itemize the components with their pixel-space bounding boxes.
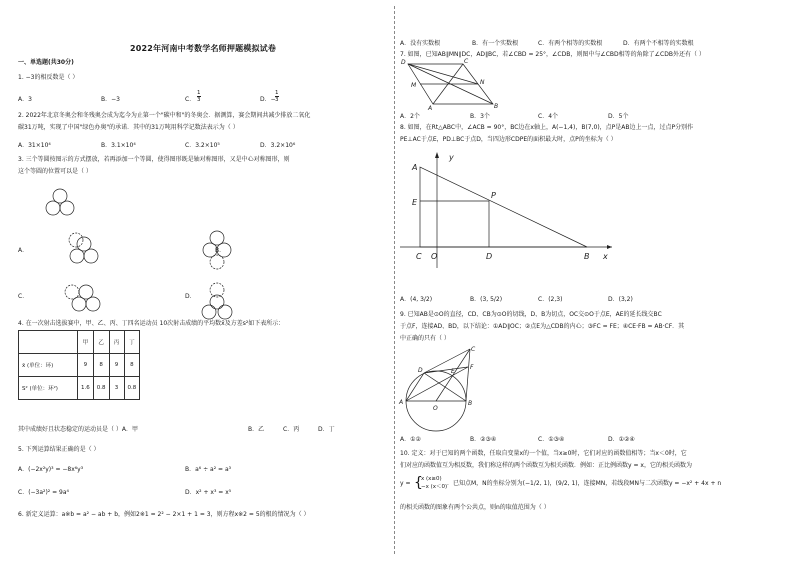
q2-option-a: A．31×10⁴ bbox=[18, 142, 51, 149]
q9-label-a: A bbox=[399, 399, 404, 406]
q1-stem: 1. −3的相反数是（ ） bbox=[18, 74, 79, 81]
q2-option-c: C．3.2×10⁵ bbox=[185, 142, 220, 149]
q1-option-a: A．3 bbox=[18, 96, 32, 103]
q10-line1: 10. 定义：对于已知的两个函数，任取自变量x的一个值，当x≥0时，它们对应的函数值相等；当x＜0时，它 bbox=[400, 450, 687, 457]
q7-label-n: N bbox=[480, 79, 485, 86]
q9-option-b: B．②③④ bbox=[470, 436, 497, 443]
q9-line1: 9. 已知AB是⊙O的直径，CD、CB为⊙O的切线，D、B为切点，OC交⊙O于点E，AE的延长线交BC bbox=[400, 311, 662, 318]
q10-line4: 的相关函数的图象有两个公共点，则n的取值范围为（ ） bbox=[400, 504, 550, 511]
q9-line3: 中正确的只有（ ） bbox=[400, 335, 450, 342]
q7-option-a: A．2个 bbox=[400, 113, 420, 120]
q7-label-b: B bbox=[494, 103, 499, 110]
q9-option-d: D．①②④ bbox=[608, 436, 635, 443]
q1-option-c-fraction: 1 3 bbox=[197, 90, 201, 103]
q4-cell: 0.8 bbox=[93, 377, 109, 400]
column-divider bbox=[394, 6, 395, 554]
q1-option-b: B．−3 bbox=[101, 96, 120, 103]
q10-line2: 们对应的函数值互为相反数，我们称这样的两个函数互为相关函数．例如：正比例函数y = x，它的相关函数为 bbox=[400, 462, 692, 469]
q7-parallelogram-figure bbox=[398, 58, 503, 110]
q9-label-e: E bbox=[451, 368, 455, 375]
q9-line2: 于点F，连接AD、BD，以下结论：①AD∥OC；②点E为△CDB的内心；③FC = FE；④CE·FB = AB·CF．其 bbox=[400, 323, 685, 330]
q4-header: 丙 bbox=[109, 331, 124, 354]
q1-option-d-fraction: 1 3 bbox=[275, 90, 279, 103]
q5-option-b: B．a⁶ ÷ a² = a³ bbox=[185, 466, 232, 473]
q7-option-c: C．4个 bbox=[538, 113, 559, 120]
q5-option-c: C．(−3a²)² = 9a⁴ bbox=[18, 489, 69, 496]
q9-label-d: D bbox=[418, 367, 423, 374]
q10-brace: { bbox=[414, 475, 423, 491]
q8-label-a: A bbox=[412, 163, 418, 172]
q4-table bbox=[18, 330, 140, 400]
q5-stem: 5. 下列运算结果正确的是（ ） bbox=[18, 446, 100, 453]
q4-option-d: D．丁 bbox=[318, 426, 335, 433]
q6-option-c: C．有两个相等的实数根 bbox=[538, 40, 603, 47]
q2-option-b: B．3.1×10⁴ bbox=[101, 142, 136, 149]
q7-label-d: D bbox=[401, 59, 406, 66]
q7-option-d: D．5个 bbox=[608, 113, 629, 120]
q4-cell: 9 bbox=[78, 354, 94, 377]
q9-label-o: O bbox=[433, 405, 438, 412]
q9-option-c: C．①③④ bbox=[538, 436, 565, 443]
q8-label-d: D bbox=[486, 252, 493, 261]
q4-header: 乙 bbox=[93, 331, 109, 354]
q8-label-p: P bbox=[491, 191, 496, 200]
q7-option-b: B．3个 bbox=[470, 113, 490, 120]
q7-stem: 7. 如图，已知AB∥MN∥DC，AD∥BC，若∠CBD = 25°，∠CDB，则图中与∠CBD相等的角除了∠CDB外还有（ ） bbox=[400, 51, 705, 58]
q3-option-d: D． bbox=[185, 293, 196, 300]
q5-option-a: A．(−2x²y)³ = −8x⁶y³ bbox=[18, 466, 84, 473]
q3-option-b-figure bbox=[195, 228, 240, 268]
q9-label-b: B bbox=[468, 400, 473, 407]
section-heading: 一、单选题(共30分) bbox=[18, 59, 74, 66]
q8-label-e: E bbox=[412, 198, 418, 207]
q6-option-b: B．有一个实数根 bbox=[472, 40, 519, 47]
q7-label-c: C bbox=[464, 58, 469, 65]
q8-label-c: C bbox=[416, 252, 422, 261]
q4-cell: 0.8 bbox=[124, 377, 140, 400]
q3-option-d-figure bbox=[195, 280, 240, 320]
q6-stem: 6. 新定义运算：a※b = a² − ab + b，例如2※1 = 2² − 2×1 + 1 = 3，则方程x※2 = 5的根的情况为（ ） bbox=[18, 511, 310, 518]
q4-cell: 3 bbox=[109, 377, 124, 400]
q4-header: 丁 bbox=[124, 331, 140, 354]
q3-line1: 3. 三个等圆按图示的方式摆放，若再添加一个等圆，使得图形既是轴对称图形，又是中心对称图形，则 bbox=[18, 156, 290, 163]
q8-option-b: B．(3, 5/2) bbox=[470, 296, 503, 303]
q4-row-label: S² (单位：环²) bbox=[19, 377, 78, 400]
q4-row-label: x̄ (单位：环) bbox=[19, 354, 78, 377]
q3-option-c-figure bbox=[58, 280, 103, 320]
q2-option-d: D．3.2×10⁶ bbox=[260, 142, 296, 149]
q2-line1: 2. 2022年北京冬奥会和冬残奥会成为迄今为止第一个"碳中和"的冬奥会．据测算，赛会期间共减少排放二氧化 bbox=[18, 112, 311, 119]
q9-circle-figure bbox=[398, 345, 488, 427]
q4-stem: 4. 在一次射击选拔赛中，甲、乙、丙、丁四名运动员 10次射击成绩的平均数x̄及方差s²如下表所示： bbox=[18, 320, 285, 327]
q2-line2: 碳31万吨，实现了中国"绿色办奥"的承诺．其中的31万吨用科学记数法表示为（ ） bbox=[18, 124, 239, 131]
q9-label-c: C bbox=[471, 346, 476, 353]
q8-coordinate-figure bbox=[400, 150, 615, 270]
q3-option-a-figure bbox=[62, 228, 107, 268]
q7-label-a: A bbox=[428, 105, 433, 112]
q4-cell: 1.6 bbox=[78, 377, 94, 400]
q8-axis-x: x bbox=[603, 252, 608, 261]
q6-option-d: D．有两个不相等的实数根 bbox=[623, 40, 694, 47]
q3-option-b: B． bbox=[215, 247, 226, 254]
q3-option-c: C． bbox=[18, 293, 29, 300]
q3-line2: 这个等圆的位置可以是（ ） bbox=[18, 168, 92, 175]
q9-label-f: F bbox=[470, 364, 474, 371]
q6-option-a: A．没有实数根 bbox=[400, 40, 441, 47]
q3-three-circles-figure bbox=[40, 190, 80, 220]
q4-cell: 8 bbox=[124, 354, 140, 377]
q8-line1: 8. 如图，在Rt△ABC中，∠ACB = 90°，BC边在x轴上，A(−1,4)，B(7,0)，点P是AB边上一点，过点P分别作 bbox=[400, 124, 694, 131]
q1-option-c: C． bbox=[185, 96, 196, 103]
q1-option-d: D．− bbox=[260, 96, 276, 103]
q10-line3: ．已知点M，N的坐标分别为(−1/2, 1)，(9/2, 1)，连接MN，若线段MN与二次函数y = −x² + 4x + n bbox=[447, 480, 722, 487]
page-title: 2022年河南中考数学名师押题模拟试卷 bbox=[130, 44, 277, 53]
q8-line2: PE⊥AC于点E，PD⊥BC于点D，当四边形CDPE的面积最大时，点P的坐标为（ ） bbox=[400, 136, 617, 143]
q10-piecewise: x (x≥0) −x (x＜0) bbox=[421, 476, 448, 490]
q4-question: 其中成绩好且状态稳定的运动员是（ ）A．甲 bbox=[18, 426, 139, 433]
q5-option-d: D．x² + x³ = x⁵ bbox=[185, 489, 232, 496]
q9-option-a: A．①② bbox=[400, 436, 421, 443]
q8-option-a: A．(4, 3/2) bbox=[400, 296, 433, 303]
q3-option-a: A． bbox=[18, 247, 29, 254]
q4-option-b: B．乙 bbox=[248, 426, 265, 433]
q4-cell: 8 bbox=[93, 354, 109, 377]
q4-cell: 9 bbox=[109, 354, 124, 377]
q8-label-b: B bbox=[584, 252, 590, 261]
q8-axis-y: y bbox=[449, 153, 454, 162]
q8-option-d: D．(3,2) bbox=[608, 296, 633, 303]
q10-formula-lhs: y = bbox=[400, 480, 411, 487]
q8-option-c: C．(2,3) bbox=[538, 296, 563, 303]
q4-header: 甲 bbox=[78, 331, 94, 354]
q8-label-o: O bbox=[431, 252, 438, 261]
q7-label-m: M bbox=[411, 82, 417, 89]
q4-option-c: C．丙 bbox=[283, 426, 300, 433]
